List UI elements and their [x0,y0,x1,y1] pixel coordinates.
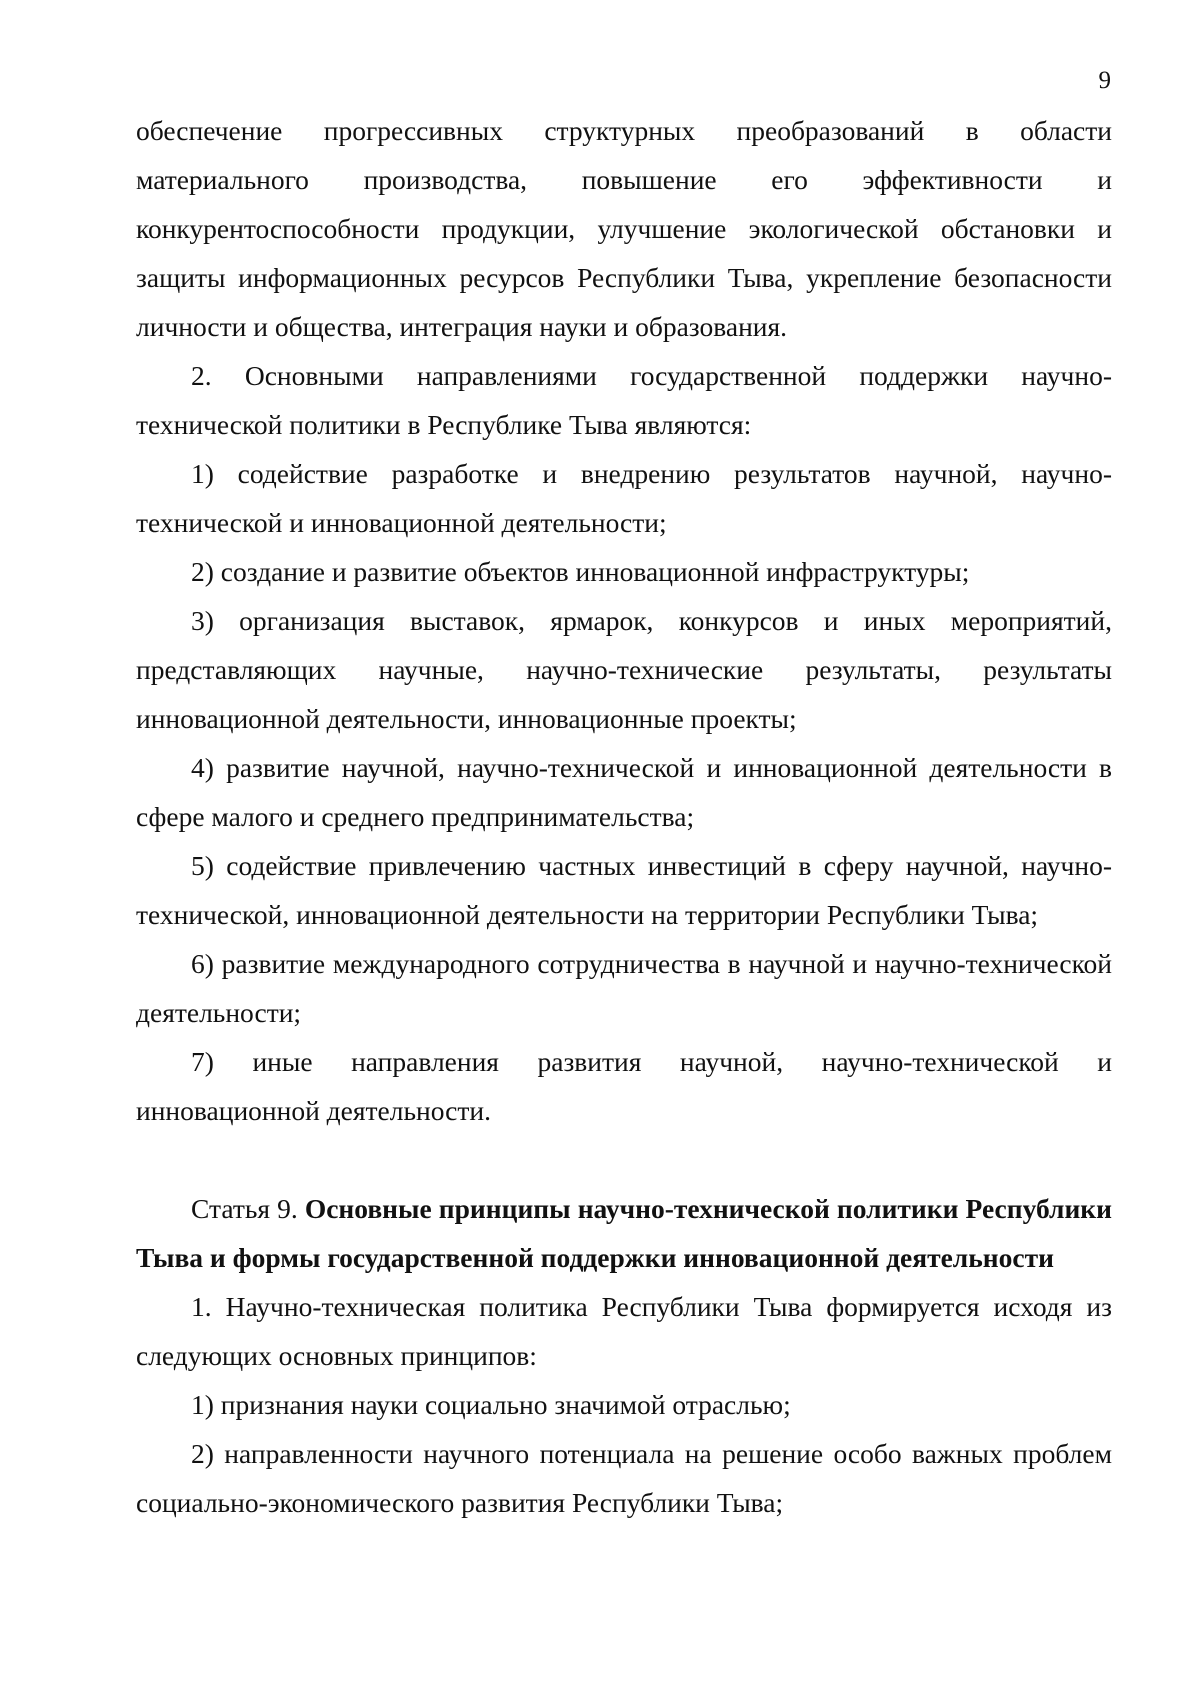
paragraph-continuation: обеспечение прогрессивных структурных преобразований в области материального производства, повышение его эффективности и конкурентоспособности продукции, улучшение экологической обстановки и защиты информационных ресурсов Республики Тыва, укрепление безопасности личности и общества, интеграция науки и образования. [136,115,1112,342]
article-list-item-1: 1) признания науки социально значимой отраслью; [191,1389,791,1420]
page-content [136,106,1112,1527]
list-item-3: 3) организация выставок, ярмарок, конкурсов и иных мероприятий, представляющих научные, научно-технические результаты, результаты инновационной деятельности, инновационные проекты; [136,605,1112,734]
paragraph-directions-intro: 2. Основными направлениями государственной поддержки научно-технической политики в Республике Тыва являются: [136,360,1112,440]
page-number: 9 [1098,67,1111,94]
list-item-5: 5) содействие привлечению частных инвестиций в сферу научной, научно-технической, инновационной деятельности на территории Республики Тыва; [136,850,1112,930]
list-item-4: 4) развитие научной, научно-технической и инновационной деятельности в сфере малого и среднего предпринимательства; [136,752,1112,832]
article-heading [136,1184,1112,1282]
list-item-6: 6) развитие международного сотрудничества в научной и научно-технической деятельности; [136,948,1112,1028]
article-label: Статья 9. [191,1193,298,1224]
article-paragraph-1: 1. Научно-техническая политика Республики Тыва формируется исходя из следующих основных принципов: [136,1291,1112,1371]
article-list-item-2: 2) направленности научного потенциала на решение особо важных проблем социально-экономического развития Республики Тыва; [136,1438,1112,1518]
list-item-7: 7) иные направления развития научной, научно-технической и инновационной деятельности. [136,1046,1112,1126]
list-item-2: 2) создание и развитие объектов инновационной инфраструктуры; [191,556,970,587]
article-title: Основные принципы научно-технической политики Республики Тыва и формы государственной поддержки инновационной деятельности [136,1193,1112,1273]
list-item-1: 1) содействие разработке и внедрению результатов научной, научно-технической и инновационной деятельности; [136,458,1112,538]
